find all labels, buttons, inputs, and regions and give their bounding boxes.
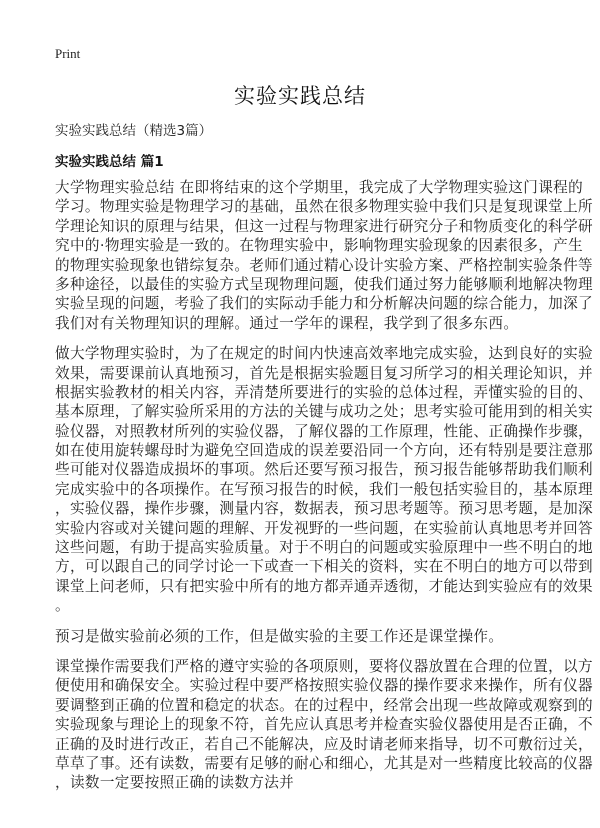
paragraph-4 bbox=[55, 657, 593, 793]
text-line: 预习是做实验前必须的工作，但是做实验的主要工作还是课堂操作。 bbox=[55, 627, 504, 645]
text-line: ，实验仪器，操作步骤，测量内容，数据表，预习思考题等。预习思考题，是加深 bbox=[55, 500, 593, 518]
paragraph-2 bbox=[55, 344, 593, 615]
text-line: 实验内容或对关键问题的理解、开发视野的一些问题，在实验前认真地思考并回答 bbox=[55, 519, 593, 537]
section-heading: 实验实践总结 篇1 bbox=[55, 154, 164, 170]
text-line: 。 bbox=[55, 597, 70, 615]
text-line: 草草了事。还有读数，需要有足够的耐心和细心，尤其是对一些精度比较高的仪器 bbox=[55, 754, 593, 772]
text-line: 实验呈现的问题，考验了我们的实际动手能力和分析解决问题的综合能力，加深了 bbox=[55, 295, 593, 313]
text-line: 实验现象与理论上的现象不符，首先应认真思考并检查实验仪器使用是否正确，不 bbox=[55, 716, 593, 734]
text-line: 效果，需要课前认真地预习，首先是根据实验题目复习所学习的相关理论知识，并 bbox=[55, 364, 593, 382]
text-line: 学习。物理实验是物理学习的基础，虽然在很多物理实验中我们只是复现课堂上所 bbox=[55, 198, 593, 216]
document-body bbox=[55, 178, 593, 804]
text-line: 究中的·物理实验是一致的。在物理实验中，影响物理实验现象的因素很多，产生 bbox=[55, 237, 584, 255]
text-line: 学理论知识的原理与结果，但这一过程与物理家进行研究分子和物质变化的科学研 bbox=[55, 217, 593, 235]
text-line: 如在使用旋转螺母时为避免空回造成的误差要沿同一个方向，还有特别是要注意那 bbox=[55, 442, 593, 460]
text-line: 正确的及时进行改正，若自己不能解决，应及时请老师来指导，切不可敷衍过关， bbox=[55, 735, 593, 753]
print-label: Print bbox=[55, 46, 81, 61]
text-line: 我们对有关物理知识的理解。通过一学年的课程，我学到了很多东西。 bbox=[55, 314, 519, 332]
text-line: 课堂上问老师，只有把实验中所有的地方都弄通弄透彻，才能达到实验应有的效果 bbox=[55, 577, 593, 595]
text-line: ，读数一定要按照正确的读数方法并 bbox=[55, 774, 295, 792]
text-line: 的物理实验现象也错综复杂。老师们通过精心设计实验方案、严格控制实验条件等 bbox=[55, 256, 593, 274]
document-subtitle: 实验实践总结（精选3篇） bbox=[55, 123, 213, 139]
text-line: 做大学物理实验时，为了在规定的时间内快速高效率地完成实验，达到良好的实验 bbox=[55, 345, 593, 363]
paragraph-3 bbox=[55, 627, 555, 646]
text-line: 根据实验教材的相关内容，弄清楚所要进行的实验的总体过程，弄懂实验的目的、 bbox=[55, 383, 593, 401]
text-line: 基本原理，了解实验所采用的方法的关键与成功之处；思考实验可能用到的相关实 bbox=[55, 403, 593, 421]
text-line: 完成实验中的各项操作。在写预习报告的时候，我们一般包括实验目的，基本原理 bbox=[55, 480, 593, 498]
text-line: 方，可以跟自己的同学讨论一下或查一下相关的资料，实在不明白的地方可以带到 bbox=[55, 558, 593, 576]
text-line: 要调整到正确的位置和稳定的状态。在的过程中，经常会出现一些故障或观察到的 bbox=[55, 696, 593, 714]
text-line: 多种途径，以最佳的实验方式呈现物理问题，使我们通过努力能够顺利地解决物理 bbox=[55, 275, 593, 293]
text-line: 些可能对仪器造成损坏的事项。然后还要写预习报告，预习报告能够帮助我们顺利 bbox=[55, 461, 593, 479]
text-line: 便使用和确保安全。实验过程中要严格按照实验仪器的操作要求来操作，所有仪器 bbox=[55, 677, 593, 695]
text-line: 这些问题，有助于提高实验质量。对于不明白的问题或实验原理中一些不明白的地 bbox=[55, 539, 593, 557]
paragraph-1 bbox=[55, 178, 593, 333]
text-line: 大学物理实验总结 在即将结束的这个学期里，我完成了大学物理实验这门课程的 bbox=[55, 179, 584, 196]
page-title: 实验实践总结 bbox=[234, 84, 366, 108]
text-line: 课堂操作需要我们严格的遵守实验的各项原则，要将仪器放置在合理的位置，以方 bbox=[55, 657, 593, 675]
text-line: 验仪器，对照教材所列的实验仪器，了解仪器的工作原理，性能、正确操作步骤， bbox=[55, 422, 593, 440]
